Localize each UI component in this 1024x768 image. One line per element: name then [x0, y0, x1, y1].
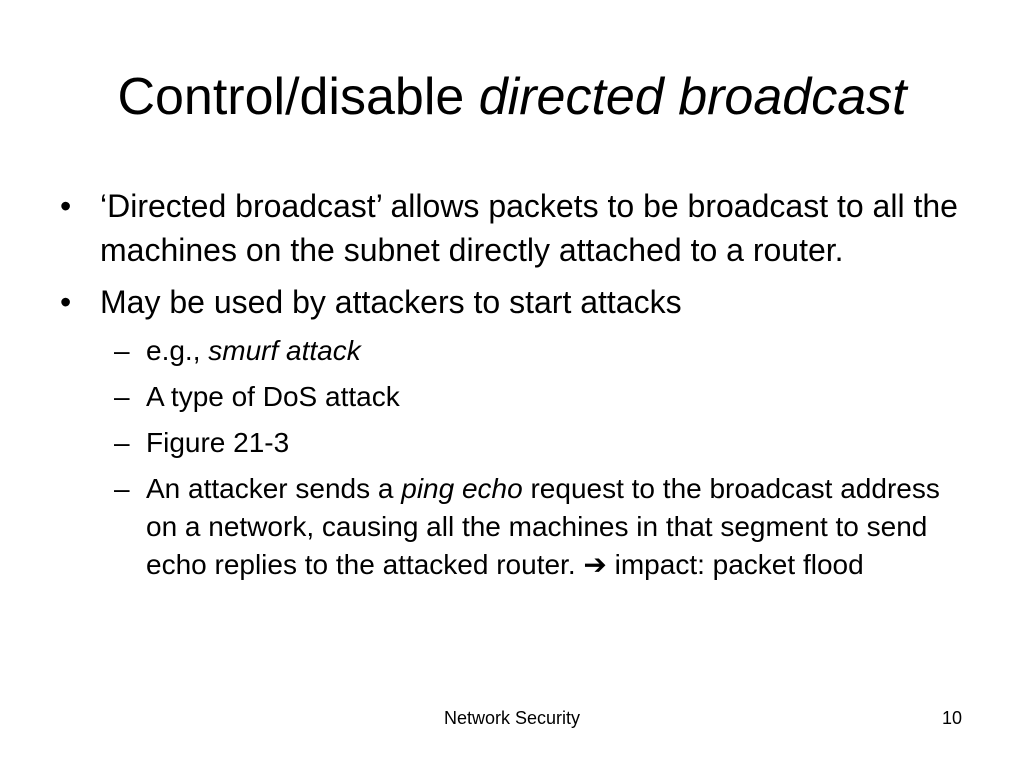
- right-arrow-icon: ➔: [583, 549, 607, 580]
- title-plain-text: Control/disable: [117, 68, 479, 126]
- subbullet-text-after: request to the broadcast address on a network, causing all the machines in that segment to send echo replies to the attacked router.: [146, 473, 940, 580]
- bullet-item: [60, 184, 960, 272]
- slide-body: [60, 184, 960, 592]
- subbullet-text: A type of DoS attack: [146, 381, 400, 412]
- title-italic-text: directed broadcast: [478, 68, 907, 126]
- subbullet-item: [60, 378, 960, 416]
- bullet-text: May be used by attackers to start attacks: [100, 284, 682, 320]
- subbullet-marker: –: [114, 335, 130, 366]
- subbullet-text: An attacker sends a: [146, 473, 402, 504]
- bullet-item: [60, 280, 960, 324]
- bullet-marker: •: [60, 188, 72, 224]
- subbullet-marker: –: [114, 427, 130, 458]
- subbullet-text-tail: impact: packet flood: [606, 549, 864, 580]
- bullet-marker: •: [60, 284, 72, 320]
- slide-title: [0, 66, 1024, 128]
- subbullet-italic-text: ping echo: [401, 473, 523, 504]
- subbullet-item: [60, 424, 960, 462]
- subbullet-item: [60, 332, 960, 370]
- subbullet-text: Figure 21-3: [146, 427, 290, 458]
- subbullet-italic-text: smurf attack: [208, 335, 361, 366]
- page-number: 10: [941, 708, 962, 728]
- footer-title: Network Security: [443, 708, 581, 728]
- subbullet-list: [60, 332, 960, 584]
- bullet-text: ‘Directed broadcast’ allows packets to be broadcast to all the machines on the subnet directly attached to a router.: [100, 188, 958, 268]
- subbullet-marker: –: [114, 381, 130, 412]
- subbullet-item: [60, 470, 960, 584]
- subbullet-text: e.g.,: [146, 335, 209, 366]
- subbullet-marker: –: [114, 473, 130, 504]
